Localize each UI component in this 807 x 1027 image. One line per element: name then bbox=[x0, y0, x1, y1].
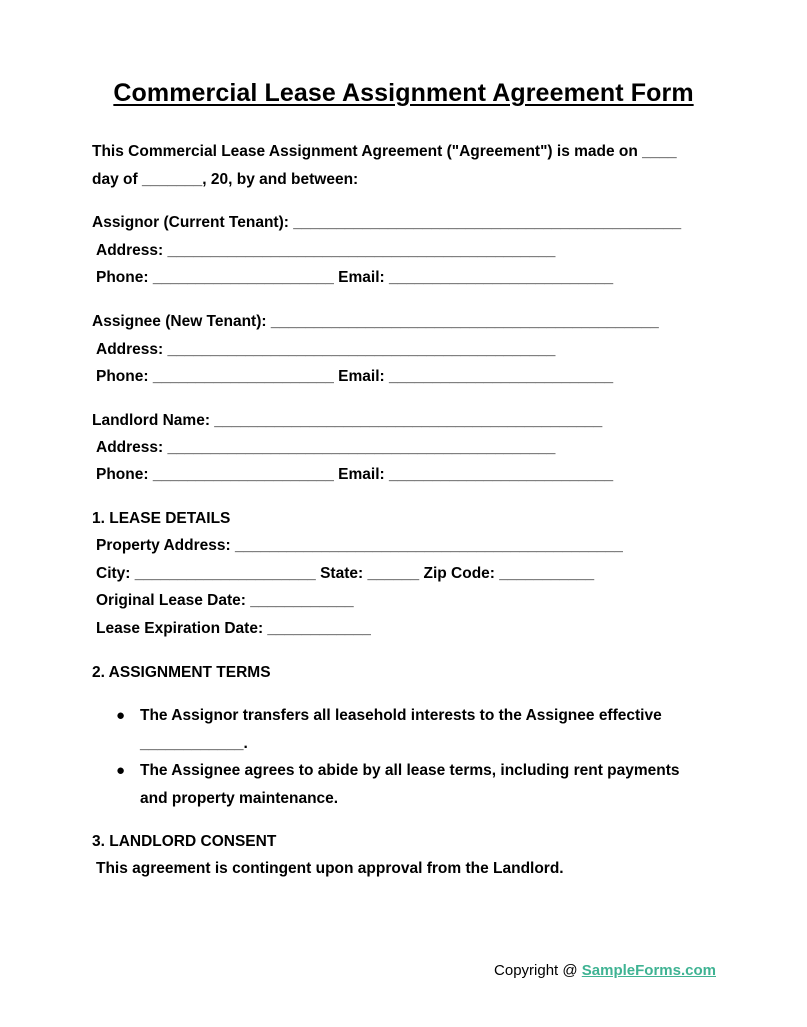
bullet-1-line-2: ____________. bbox=[140, 735, 248, 752]
assignee-contact: Phone: _____________________ Email: __________________________ bbox=[96, 368, 614, 385]
assignee-address: Address: _____________________________________________ bbox=[96, 341, 556, 358]
document-title: Commercial Lease Assignment Agreement Form bbox=[113, 79, 694, 107]
intro-line-1: This Commercial Lease Assignment Agreement ("Agreement") is made on ____ bbox=[92, 143, 677, 160]
intro-line-2: day of _______, 20, by and between: bbox=[92, 171, 359, 188]
landlord-contact: Phone: _____________________ Email: __________________________ bbox=[96, 466, 614, 483]
bullet-2-line-2: and property maintenance. bbox=[140, 790, 339, 807]
landlord-address: Address: _____________________________________________ bbox=[96, 439, 556, 456]
section-landlord-consent-heading: 3. LANDLORD CONSENT bbox=[92, 833, 277, 850]
bullet-2-line-1: The Assignee agrees to abide by all lease terms, including rent payments bbox=[140, 762, 680, 779]
brand-link[interactable]: SampleForms.com bbox=[581, 962, 716, 979]
assignee-heading: Assignee (New Tenant): _____________________________________________ bbox=[92, 313, 659, 330]
original-lease-date: Original Lease Date: ____________ bbox=[96, 592, 354, 609]
landlord-heading: Landlord Name: _____________________________________________ bbox=[92, 412, 603, 429]
assignor-contact: Phone: _____________________ Email: __________________________ bbox=[96, 269, 614, 286]
property-address: Property Address: _____________________________________________ bbox=[96, 537, 623, 554]
city-state-zip: City: _____________________ State: ______ Zip Code: ___________ bbox=[96, 565, 595, 582]
bullet-icon: ● bbox=[116, 707, 126, 724]
section-lease-details-heading: 1. LEASE DETAILS bbox=[92, 510, 231, 527]
assignor-heading: Assignor (Current Tenant): _____________________________________________ bbox=[92, 214, 682, 231]
lease-expiration-date: Lease Expiration Date: ____________ bbox=[96, 620, 371, 637]
bullet-icon: ● bbox=[116, 762, 126, 779]
bullet-1-line-1: The Assignor transfers all leasehold interests to the Assignee effective bbox=[140, 707, 662, 724]
assignor-address: Address: _____________________________________________ bbox=[96, 242, 556, 259]
landlord-consent-text: This agreement is contingent upon approval from the Landlord. bbox=[96, 860, 564, 877]
section-assignment-terms-heading: 2. ASSIGNMENT TERMS bbox=[92, 664, 271, 681]
copyright-prefix: Copyright @ bbox=[494, 962, 582, 979]
footer-copyright bbox=[494, 961, 716, 981]
